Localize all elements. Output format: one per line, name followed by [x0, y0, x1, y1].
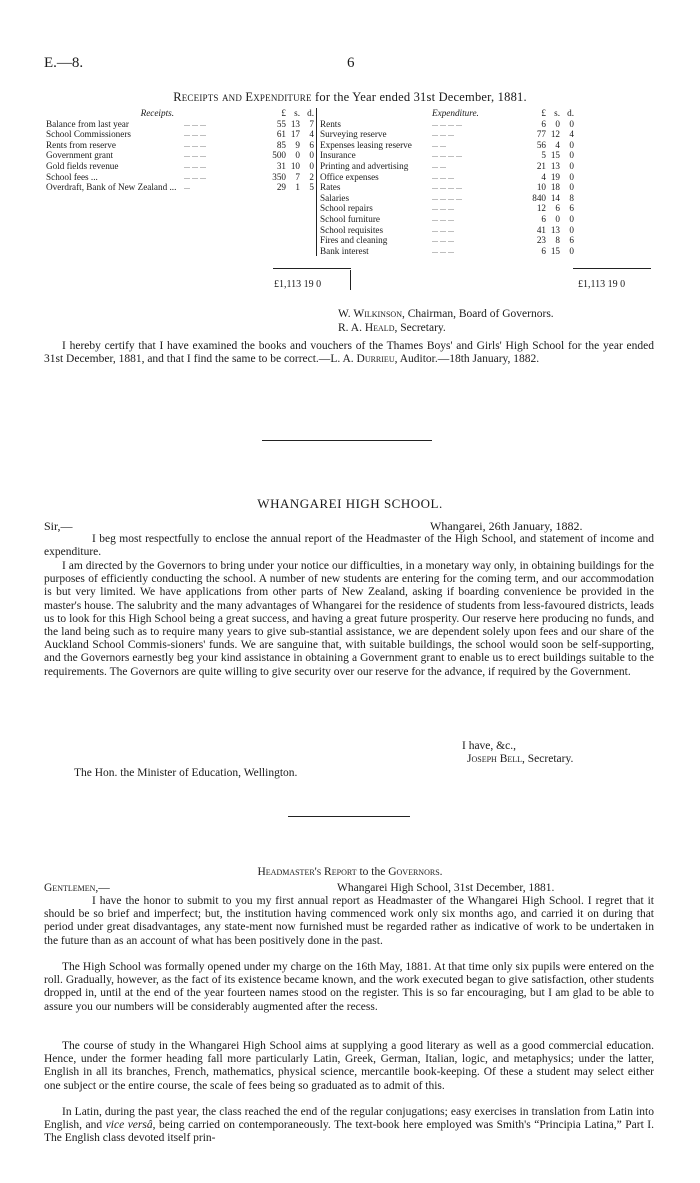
expenditure-heading: Expenditure.	[432, 108, 479, 118]
report-paragraph-1: I have the honor to submit to you my first annual report as Headmaster of the Whangarei High School. I regret that it should be so brief and imperfect; but, the institution having commenced work only six months ago, and carried it on during that period under great disadvantages, any state-ment now furnished must be regarded rather as indicative of work to be undertaken in the future than as an account of what has been positively done in the past.	[44, 895, 654, 947]
empty-cell	[300, 203, 317, 214]
receipt-pounds: 29	[276, 182, 286, 193]
empty-cell	[46, 193, 178, 204]
empty-cell	[178, 193, 262, 204]
account-row	[46, 161, 574, 172]
letter-paragraph-2: I am directed by the Governors to bring under your notice our difficulties, in a monetary way only, in obtaining buildings for the purposes of efficiently conducting the school. A number of new students are entering for the coming term, and our accommodation is but very limited. We have applications from other parts of New Zealand, asking if boarding convenience be provided in the master's house. The salubrity and the many advantages of Whangarei for the residence of students from less-favoured districts, leads us to look for this High School being a great success, and having a great future prosperity. Our reserve here producing no funds, and the land being such as to require many years to give sub-stantial assistance, we are dependent solely upon fees and our share of the Auckland School Commis-sioners' funds. We are sanguine that, with suitable buildings, the school would soon be self-supporting, and the Governors earnestly beg your kind assistance in obtaining a Government grant to enable us to erect buildings suitable to the requirements. The Governors are quite willing to give security over our reserve for the advance, if required by the Government.	[44, 560, 654, 678]
account-row	[46, 140, 574, 151]
expenditure-pence: 0	[569, 160, 574, 171]
expenditure-shillings: 12	[550, 129, 560, 140]
expenditure-pence: 0	[569, 171, 574, 182]
receipt-leaders: ... ... ...	[184, 160, 206, 170]
account-row	[46, 246, 574, 257]
expenditure-label: Rates	[317, 182, 433, 193]
letter-addressee: The Hon. the Minister of Education, Wellington.	[74, 767, 298, 779]
signature-chairman	[338, 307, 554, 321]
empty-cell	[300, 235, 317, 246]
receipt-leaders: ... ... ...	[184, 139, 206, 149]
receipt-leaders: ... ... ...	[184, 150, 206, 160]
expenditure-leaders: ... ... ...	[432, 213, 454, 223]
empty-cell	[300, 225, 317, 236]
expenditure-col-pence: d.	[567, 108, 574, 118]
expenditure-shillings: 19	[550, 171, 560, 182]
expenditure-pounds: 6	[541, 118, 546, 129]
expenditure-label: Rents	[317, 119, 433, 130]
receipt-pence: 4	[309, 129, 314, 140]
section-divider-2	[288, 816, 410, 817]
receipts-col-shillings: s.	[294, 108, 300, 118]
accounts-table	[46, 108, 574, 256]
receipt-pounds: 350	[272, 171, 286, 182]
receipt-shillings: 10	[290, 160, 300, 171]
report-paragraph-4-b: , being carried on contemporaneously. The text-book here employed was Smith's “Principia Latina,” Part I. The English class devoted itself prin-	[44, 1119, 654, 1145]
empty-cell	[46, 214, 178, 225]
letter-closing: I have, &c.,	[462, 740, 516, 752]
secretary-title: , Secretary.	[394, 322, 446, 334]
expenditure-pounds: 21	[536, 160, 546, 171]
signature-secretary	[338, 321, 446, 335]
empty-cell	[178, 214, 262, 225]
expenditure-leaders: ... ... ...	[432, 171, 454, 181]
accounts-title-rest: for the Year ended 31st December, 1881.	[315, 90, 527, 104]
certificate-text: I hereby certify that I have examined the books and vouchers of the Thames Boys' and Girls' High School for the year ended 31st December, 1881, and that I find the same to be correct.—	[44, 340, 654, 366]
expenditure-leaders: ... ... ...	[432, 224, 454, 234]
report-paragraph-4	[44, 1106, 654, 1146]
letter-place-date: Whangarei, 26th January, 1882.	[430, 519, 583, 533]
expenditure-pence: 0	[569, 224, 574, 235]
receipt-label: Overdraft, Bank of New Zealand ...	[46, 182, 177, 193]
page-number: 6	[347, 55, 355, 71]
report-salutation	[44, 881, 110, 895]
expenditure-pence: 0	[569, 139, 574, 150]
receipt-pence: 0	[309, 150, 314, 161]
auditor-date: , Auditor.—18th January, 1882.	[394, 353, 540, 366]
report-title	[0, 866, 700, 878]
expenditure-shillings: 0	[555, 213, 560, 224]
expenditure-label: Printing and advertising	[317, 161, 433, 172]
receipt-pounds: 85	[276, 139, 286, 150]
expenditure-leaders: ... ... ...	[432, 235, 454, 245]
expenditure-pounds: 6	[541, 245, 546, 256]
expenditure-label: Office expenses	[317, 172, 433, 183]
receipt-label: Gold fields revenue	[46, 160, 119, 171]
expenditure-label: Salaries	[317, 193, 433, 204]
expenditure-pounds: 4	[541, 171, 546, 182]
expenditure-pence: 0	[569, 213, 574, 224]
empty-cell	[262, 214, 286, 225]
expenditure-label: Surveying reserve	[317, 129, 433, 140]
account-row	[46, 235, 574, 246]
receipts-total: £1,113 19 0	[274, 279, 322, 290]
expenditure-leaders: ... ... ...	[432, 245, 454, 255]
expenditure-pounds: 10	[536, 182, 546, 193]
expenditure-shillings: 14	[550, 192, 560, 203]
receipt-label: Rents from reserve	[46, 139, 116, 150]
accounts-rows	[46, 119, 574, 257]
empty-cell	[286, 193, 300, 204]
receipt-pence: 2	[309, 171, 314, 182]
empty-cell	[286, 214, 300, 225]
account-row	[46, 182, 574, 193]
receipt-pence: 7	[309, 118, 314, 129]
receipts-col-pence: d.	[307, 108, 314, 118]
report-paragraph-2: The High School was formally opened under my charge on the 16th May, 1881. At that time only six pupils were entered on the roll. Gradually, however, as the fact of its existence became known, and the work executed began to give satisfaction, other students dropped in, until at the end of the year fourteen names stood on the register. This is so far encouraging, but I am glad to be able to assure you our numbers will be considerably augmented after the recess.	[44, 961, 654, 1013]
expenditure-pence: 0	[569, 182, 574, 193]
empty-cell	[46, 225, 178, 236]
auditor-name: L. A. Durrieu	[330, 353, 395, 366]
receipt-pence: 6	[309, 139, 314, 150]
receipt-label: Government grant	[46, 150, 114, 161]
expenditure-pounds: 56	[536, 139, 546, 150]
expenditure-pence: 8	[569, 192, 574, 203]
expenditure-shillings: 4	[555, 139, 560, 150]
receipt-shillings: 7	[295, 171, 300, 182]
expenditure-shillings: 13	[550, 160, 560, 171]
report-title-c: Governors.	[388, 866, 443, 878]
receipt-pence: 0	[309, 160, 314, 171]
receipts-col-pounds: £	[281, 108, 286, 118]
expenditure-pence: 6	[569, 203, 574, 214]
empty-cell	[46, 235, 178, 246]
empty-cell	[262, 203, 286, 214]
expenditure-leaders: ... ... ...	[432, 203, 454, 213]
expenditure-shillings: 6	[555, 203, 560, 214]
letter-paragraph-1: I beg most respectfully to enclose the annual report of the Headmaster of the High School, and statement of income and expenditure.	[44, 533, 654, 559]
receipt-pounds: 55	[276, 118, 286, 129]
empty-cell	[262, 235, 286, 246]
expenditure-leaders: ... ...	[432, 160, 446, 170]
empty-cell	[300, 246, 317, 257]
expenditure-leaders: ... ... ... ...	[432, 182, 462, 192]
receipt-shillings: 0	[295, 150, 300, 161]
empty-cell	[178, 246, 262, 257]
report-place-date: Whangarei High School, 31st December, 1881.	[337, 882, 555, 894]
expenditure-col-shillings: s.	[554, 108, 560, 118]
account-row	[46, 150, 574, 161]
receipt-leaders: ... ... ...	[184, 118, 206, 128]
expenditure-total: £1,113 19 0	[578, 279, 626, 290]
expenditure-label: Insurance	[317, 150, 433, 161]
account-row	[46, 225, 574, 236]
expenditure-label: Expenses leasing reserve	[317, 140, 433, 151]
receipt-leaders: ... ... ...	[184, 129, 206, 139]
expenditure-pounds: 840	[532, 192, 546, 203]
letter-title: WHANGAREI HIGH SCHOOL.	[257, 496, 443, 511]
expenditure-pounds: 12	[536, 203, 546, 214]
accounts-title-smallcaps: Receipts and Expenditure	[173, 90, 312, 104]
empty-cell	[300, 193, 317, 204]
auditor-certificate	[44, 340, 654, 366]
empty-cell	[286, 235, 300, 246]
report-salutation-text: Gentlemen,—	[44, 882, 110, 894]
empty-cell	[262, 246, 286, 257]
total-divider	[350, 270, 351, 290]
receipt-label: Balance from last year	[46, 118, 129, 129]
expenditure-leaders: ... ... ... ...	[432, 118, 462, 128]
empty-cell	[286, 203, 300, 214]
expenditure-leaders: ... ...	[432, 139, 446, 149]
receipt-pence: 5	[309, 182, 314, 193]
report-paragraph-4-italic: vice versâ	[105, 1119, 153, 1132]
account-row	[46, 193, 574, 204]
section-reference: E.—8.	[44, 55, 84, 71]
accounts-title	[0, 90, 700, 105]
empty-cell	[300, 214, 317, 225]
receipt-shillings: 1	[295, 182, 300, 193]
empty-cell	[46, 246, 178, 257]
account-row	[46, 203, 574, 214]
report-title-a: Headmaster's Report	[257, 866, 357, 878]
expenditure-label: Bank interest	[317, 246, 433, 257]
receipts-total-rule	[273, 268, 351, 269]
receipt-shillings: 17	[290, 129, 300, 140]
receipt-leaders: ... ... ...	[184, 171, 206, 181]
letter-salutation: Sir,—	[44, 519, 73, 533]
report-paragraph-3: The course of study in the Whangarei High School aims at supplying a good literary as well as a good commercial education. Hence, under the former heading fall more particularly Latin, Greek, German, Italian, logic, and metaphysics; under the latter, English in all its branches, French, mathematics, physical science, mercantile book-keeping. Of these a student may select either one subject or the entire course, the scale of fees being so graduated as to admit of this.	[44, 1040, 654, 1092]
signer-name: Joseph Bell	[467, 753, 523, 765]
empty-cell	[286, 225, 300, 236]
receipt-pounds: 61	[276, 129, 286, 140]
expenditure-pounds: 23	[536, 235, 546, 246]
report-title-b: to the	[356, 866, 389, 878]
expenditure-shillings: 18	[550, 182, 560, 193]
empty-cell	[178, 225, 262, 236]
receipt-pounds: 31	[276, 160, 286, 171]
section-divider-1	[262, 440, 432, 441]
expenditure-shillings: 15	[550, 150, 560, 161]
expenditure-label: School furniture	[317, 214, 433, 225]
expenditure-total-rule	[573, 268, 651, 269]
receipt-shillings: 9	[295, 139, 300, 150]
expenditure-label: Fires and cleaning	[317, 235, 433, 246]
letter-signer	[467, 752, 573, 766]
expenditure-col-pounds: £	[541, 108, 546, 118]
expenditure-shillings: 8	[555, 235, 560, 246]
receipt-label: School Commissioners	[46, 129, 131, 140]
expenditure-pounds: 5	[541, 150, 546, 161]
account-row	[46, 129, 574, 140]
expenditure-shillings: 13	[550, 224, 560, 235]
expenditure-shillings: 15	[550, 245, 560, 256]
receipt-shillings: 13	[290, 118, 300, 129]
expenditure-pence: 0	[569, 150, 574, 161]
secretary-name: R. A. Heald	[338, 322, 395, 334]
receipt-leaders: ...	[184, 182, 190, 192]
expenditure-pence: 0	[569, 118, 574, 129]
report-paragraph-4-a: In Latin, during the past year, the class reached the end of the regular conjugations; easy exercises in translation from Latin into English, and	[44, 1106, 654, 1132]
expenditure-pounds: 41	[536, 224, 546, 235]
chairman-name: W. Wilkinson	[338, 308, 402, 320]
expenditure-shillings: 0	[555, 118, 560, 129]
expenditure-pounds: 6	[541, 213, 546, 224]
empty-cell	[178, 235, 262, 246]
receipt-pounds: 500	[272, 150, 286, 161]
expenditure-pence: 0	[569, 245, 574, 256]
empty-cell	[46, 203, 178, 214]
expenditure-label: School repairs	[317, 203, 433, 214]
empty-cell	[178, 203, 262, 214]
signer-title: , Secretary.	[522, 753, 574, 765]
expenditure-pence: 6	[569, 235, 574, 246]
account-row	[46, 119, 574, 130]
receipts-heading: Receipts.	[140, 108, 174, 118]
empty-cell	[262, 225, 286, 236]
expenditure-leaders: ... ... ...	[432, 129, 454, 139]
empty-cell	[286, 246, 300, 257]
expenditure-leaders: ... ... ... ...	[432, 150, 462, 160]
empty-cell	[262, 193, 286, 204]
expenditure-pence: 4	[569, 129, 574, 140]
expenditure-label: School requisites	[317, 225, 433, 236]
expenditure-leaders: ... ... ... ...	[432, 192, 462, 202]
account-row	[46, 172, 574, 183]
expenditure-pounds: 77	[536, 129, 546, 140]
receipt-label: School fees ...	[46, 171, 98, 182]
account-row	[46, 214, 574, 225]
chairman-title: , Chairman, Board of Governors.	[401, 308, 554, 320]
